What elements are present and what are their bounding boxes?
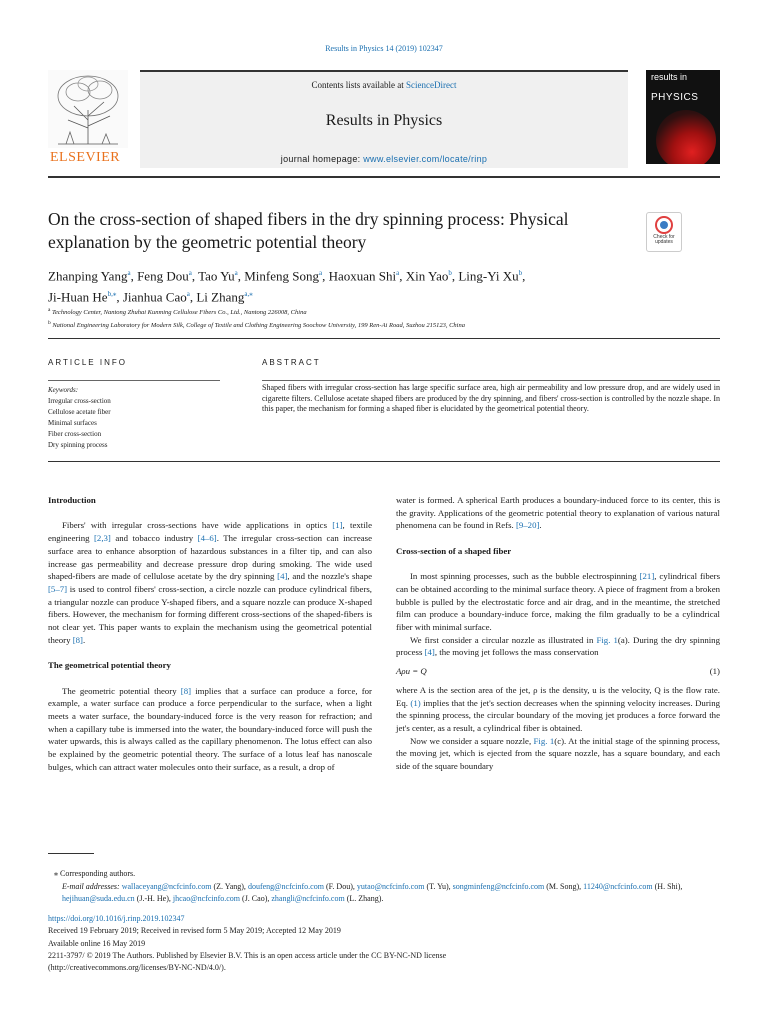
header-divider (48, 176, 720, 178)
author-affiliation-mark[interactable]: b (448, 269, 452, 277)
text-run: , the moving jet follows the mass conservation (434, 647, 599, 658)
email-owner: (F. Dou), (323, 881, 357, 891)
keywords-label: Keywords: (48, 386, 79, 394)
keyword: Minimal surfaces (48, 419, 97, 427)
author-affiliation-mark[interactable]: a (188, 269, 192, 277)
divider (262, 380, 720, 381)
text-run: implies that a surface can produce a force, for example, a water surface can produce a force perpendicular to the surface, when a light meets a water surface, the boundary-induced force is the very reason for refraction; and when a capillary tube is immersed into the water, the boundary-induced force will push the water upwards, this is always called as the capillary phenomenon. The lotus effect can also be explained by the geometric potential theory. The surface of a lotus leaf has nanoscale bulges, which can attract water molecules onto their surface, as a result, a drop of (48, 685, 372, 772)
article-title: On the cross-section of shaped fibers in the dry spinning process: Physical explanation by the geometric potential theory (48, 209, 569, 252)
author-affiliation-mark[interactable]: b (518, 269, 523, 277)
email-owner: (H. Shi), (652, 881, 683, 891)
homepage-prefix: journal homepage: (280, 154, 364, 164)
author-affiliation-mark[interactable]: a (234, 269, 238, 277)
divider (48, 380, 220, 381)
email-addresses (48, 881, 720, 906)
email-link[interactable]: wallaceyang@ncfcinfo.com (121, 881, 212, 891)
email-owner: (M. Song), (544, 881, 584, 891)
citation-link[interactable]: Fig. 1 (533, 735, 555, 746)
section-heading-cross-section: Cross-section of a shaped fiber (396, 545, 512, 556)
email-link[interactable]: doufeng@ncfcinfo.com (247, 881, 324, 891)
author-name[interactable]: Jianhua Cao (122, 289, 187, 305)
keyword: Irregular cross-section (48, 397, 111, 405)
author-affiliation-mark[interactable]: b,⁎ (107, 290, 117, 299)
author-name[interactable]: Haoxuan Shi (328, 268, 397, 284)
article-info-label: ARTICLE INFO (48, 358, 127, 367)
check-updates-icon (655, 216, 673, 234)
affiliation-mark: a (48, 307, 51, 313)
email-link[interactable]: 11240@ncfcinfo.com (583, 881, 653, 891)
author-separator: , (399, 268, 406, 284)
elsevier-logo (48, 70, 128, 166)
author-separator: , (130, 268, 138, 284)
keyword: Dry spinning process (48, 441, 108, 449)
author-name[interactable]: Ji-Huan He (48, 289, 108, 305)
affiliation-text: National Engineering Laboratory for Modern Silk, College of Textile and Clothing Engineering Soochow University, 199 Ren-Ai Road, Suzhou 215123, China (50, 322, 465, 330)
text-run: , textile engineering (48, 520, 372, 544)
email-link[interactable]: hejihuan@suda.edu.cn (62, 894, 135, 903)
received-dates: Received 19 February 2019; Received in revised form 5 May 2019; Accepted 12 May 2019 (48, 926, 341, 936)
text-run: The geometric potential theory (62, 685, 181, 696)
journal-banner (140, 70, 628, 168)
keyword: Cellulose acetate fiber (48, 408, 111, 416)
journal-name: Results in Physics (325, 112, 443, 129)
doi-link[interactable]: https://doi.org/10.1016/j.rinp.2019.102347 (48, 914, 185, 923)
cover-line2: PHYSICS (651, 92, 699, 103)
affiliation-text: Technology Center, Nantong Zhuhai Kunming Cellulose Fibers Co., Ltd., Nantong 226008, China (50, 309, 307, 317)
author-affiliation-mark[interactable]: a (186, 290, 190, 299)
email-owner: (J.-H. He), (134, 894, 173, 903)
citation-link[interactable]: [5–7] (48, 583, 68, 594)
license-line: 2211-3797/ © 2019 The Authors. Published by Elsevier B.V. This is an open access article under the CC BY-NC-ND license (48, 950, 447, 960)
section-heading-introduction: Introduction (48, 495, 96, 505)
email-link[interactable]: songminfeng@ncfcinfo.com (452, 881, 545, 891)
text-run: Fibers' with irregular cross-sections have wide applications in optics (62, 520, 333, 531)
abstract-text: Shaped fibers with irregular cross-section has large specific surface area, high air permeability and low pressure drop, and are widely used in cigarette filters. Cellulose acetate shaped fibers are produced by the dry spinning, and fibers' cross-section is controlled by the nozzle shape. In this paper, the mechanism for forming a shaped fiber is elucidated by the geometrical potential theory. (262, 383, 720, 414)
text-run: where A is the section area of the jet, ρ is the density, u is the velocity, Q is the flow rate. Eq. (396, 684, 720, 708)
abstract-label: ABSTRACT (262, 358, 321, 367)
divider (48, 461, 720, 462)
paragraph (396, 494, 720, 532)
homepage-line (140, 154, 628, 164)
journal-cover[interactable] (646, 70, 720, 164)
text-run: . The irregular cross-section can increase surface area to enhance absorption of hazardous substances in a filter tip, and can also increase gas permeability and decrease pressure drop during smoking. The wide used shaped-fibers are made of cellulose acetate by the dry spinning (48, 533, 372, 582)
publication-info (48, 913, 720, 974)
cover-line1: results in (651, 72, 688, 82)
keywords (48, 385, 220, 451)
text-run: (a). During the dry spinning process (396, 634, 720, 658)
homepage-link[interactable]: www.elsevier.com/locate/rinp (363, 154, 488, 164)
paragraph (396, 684, 720, 735)
citation-link[interactable]: [9–20] (515, 520, 540, 531)
email-link[interactable]: yutao@ncfcinfo.com (356, 881, 425, 891)
citation-link[interactable]: [8] (180, 685, 192, 696)
check-updates-label: Check for updates (653, 234, 675, 245)
contents-prefix: Contents lists available at (311, 80, 406, 90)
author-name[interactable]: Zhanping Yang (48, 268, 128, 284)
footnotes (48, 868, 720, 906)
divider (48, 338, 720, 339)
text-run: , and the nozzle's shape (287, 571, 372, 582)
author-list (48, 264, 688, 307)
paragraph (396, 735, 720, 773)
affiliation-mark: b (48, 320, 51, 327)
affiliation (48, 305, 720, 318)
citation-link[interactable]: [4] (424, 647, 435, 658)
author-name[interactable]: Xin Yao (405, 268, 449, 284)
text-run: , cylindrical fibers can be obtained according to the minimal surface theory. A piece of fragment from a broken bubble is pulled by the electrostatic force and air drag, and in the meantime, the stretched film can produce a boundary-induce force, making the film gradually to be a cylindrical fiber with minimal surface. (396, 571, 720, 632)
text-run: implies that the jet's section decreases when the spinning velocity increases. During the spinning process, the circular boundary of the moving jet produces a force forward the jet's center, as a result, a cylindrical fiber is obtained. (396, 697, 721, 733)
author-name[interactable]: Ling-Yi Xu (458, 268, 519, 284)
author-affiliation-mark[interactable]: a,⁎ (244, 290, 253, 299)
publisher-name: ELSEVIER (50, 150, 121, 165)
elsevier-tree-icon (48, 70, 128, 148)
affiliations (48, 305, 720, 331)
author-separator: , (116, 289, 123, 305)
email-owner: (Z. Yang), (211, 881, 248, 891)
journal-header (48, 70, 720, 170)
email-link[interactable]: jhcao@ncfcinfo.com (172, 894, 241, 903)
author-affiliation-mark[interactable]: a (318, 269, 323, 277)
equation-1 (396, 665, 720, 678)
text-run: We first consider a circular nozzle as illustrated in (410, 634, 597, 645)
author-separator: , (237, 268, 245, 284)
email-owner: (T. Yu), (424, 881, 453, 891)
citation-link[interactable]: [1] (332, 520, 343, 531)
email-owner: (J. Cao), (240, 894, 272, 903)
author-affiliation-mark[interactable]: a (396, 269, 400, 277)
citation-link[interactable]: Fig. 1 (596, 634, 618, 645)
journal-reference[interactable]: Results in Physics 14 (2019) 102347 (325, 44, 443, 53)
email-owner: (L. Zhang). (344, 894, 384, 903)
text-run: is used to control fibers' cross-section, a circle nozzle can produce cylindrical fibers, a triangular nozzle can produce Y-shaped fibers, and a square nozzle can produce X-shaped fibers. However, the mechanism for forming different cross-sections of the shaped-fibers is not clear yet. This paper wants to explain the mechanism using the geometrical potential theory (48, 583, 372, 645)
left-column (48, 494, 372, 773)
keyword: Fiber cross-section (48, 430, 102, 438)
citation-link[interactable]: [4] (277, 571, 288, 582)
paragraph (396, 570, 720, 634)
author-affiliation-mark[interactable]: a (127, 269, 131, 277)
paragraph (48, 685, 372, 774)
citation-link[interactable]: (1) (410, 697, 421, 708)
text-run: In most spinning processes, such as the bubble electrospinning (410, 571, 640, 582)
author-separator: , (322, 268, 329, 284)
author-separator: , (191, 268, 199, 284)
contents-line (140, 80, 628, 90)
email-label: E-mail addresses: (62, 881, 122, 891)
citation-link[interactable]: [4–6] (197, 533, 217, 544)
check-for-updates-button[interactable] (646, 212, 682, 252)
section-heading-geometrical-potential: The geometrical potential theory (48, 660, 171, 671)
text-run: . (539, 520, 542, 531)
citation-link[interactable]: [21] (639, 571, 655, 582)
text-run: and tobacco industry (110, 533, 198, 544)
equation-body: Aρu = Q (396, 666, 427, 677)
author-name[interactable]: Tao Yu (198, 268, 235, 284)
citation-link[interactable]: [2,3] (94, 533, 111, 544)
text-run: (c). At the initial stage of the spinning process, the moving jet, which is ejected from the square nozzle, has a square boundary, and each side of the square boundary (396, 735, 720, 772)
corresponding-note: ⁎ Corresponding authors. (54, 869, 136, 878)
author-name[interactable]: Li Zhang (196, 289, 245, 305)
author-name[interactable]: Minfeng Song (244, 268, 319, 284)
sciencedirect-link[interactable]: ScienceDirect (406, 80, 457, 90)
available-online: Available online 16 May 2019 (48, 938, 146, 948)
equation-number: (1) (709, 666, 720, 677)
right-column (396, 494, 720, 773)
paragraph (48, 519, 372, 646)
author-separator: , (522, 268, 526, 284)
license-url[interactable]: (http://creativecommons.org/licenses/BY-NC-ND/4.0/). (48, 963, 226, 973)
cover-art (656, 110, 716, 164)
text-run: Now we consider a square nozzle, (410, 735, 534, 746)
citation-link[interactable]: [8] (72, 634, 83, 645)
author-name[interactable]: Feng Dou (137, 268, 189, 284)
affiliation (48, 318, 720, 331)
author-separator: , (451, 268, 459, 284)
text-run: water is formed. A spherical Earth produces a boundary-induced force to its center, this is the gravity. Applications of the geometric potential theory to explanation of various natural phenomena can be found in Refs. (396, 495, 720, 531)
email-link[interactable]: zhangli@ncfcinfo.com (271, 894, 345, 903)
author-separator: , (189, 289, 197, 305)
footnote-divider (48, 853, 94, 854)
text-run: . (82, 634, 86, 645)
paragraph (396, 634, 720, 659)
